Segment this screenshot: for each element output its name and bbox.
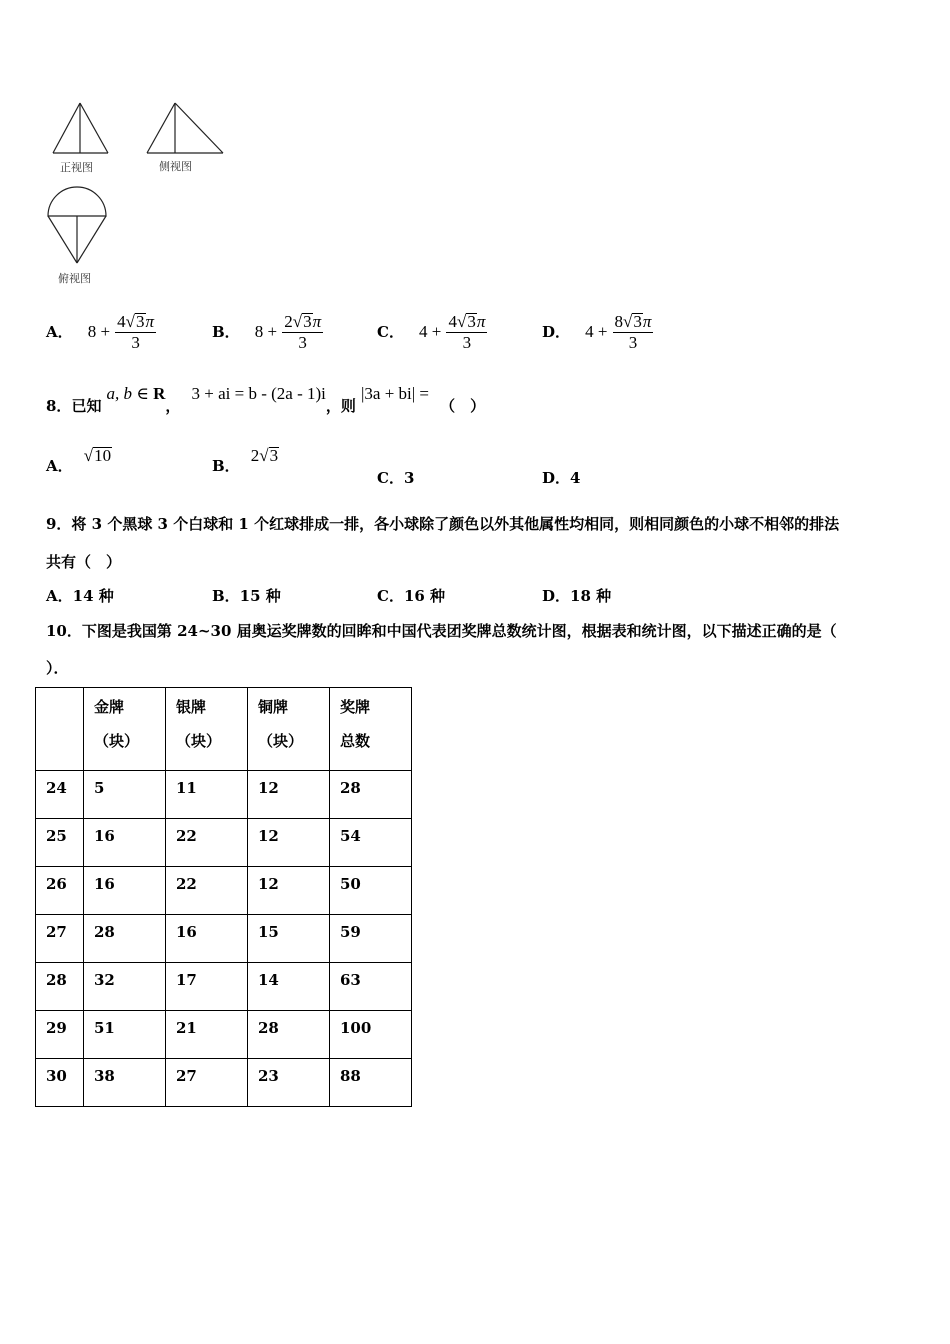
question-number: 8． <box>46 397 72 415</box>
table-row <box>36 963 412 1011</box>
option-label: A． <box>46 323 73 341</box>
front-view-drawing <box>53 103 108 153</box>
option-label: D． <box>542 323 571 341</box>
table-cell: 16 <box>84 819 166 867</box>
top-view-label: 俯视图 <box>58 272 91 285</box>
table-header-total: 奖牌 总数 <box>330 688 412 771</box>
table-cell: 17 <box>166 963 248 1011</box>
q8-comma: ， <box>165 397 181 415</box>
option-fraction: $\frac{8√3\pi}{3}$ <box>614 312 652 352</box>
option-whole: 4 + <box>585 322 608 341</box>
q7-option-c[interactable] <box>377 312 487 353</box>
side-view-label: 侧视图 <box>159 160 192 173</box>
option-label: B． <box>212 323 240 341</box>
option-whole: 8 + <box>87 322 111 341</box>
q8-option-c[interactable]: C．3 <box>377 469 415 487</box>
q8-lead: 已知 <box>71 397 102 415</box>
q8-equation: 3 + ai = b - (2a - 1)i <box>191 384 326 403</box>
medal-table <box>35 687 412 1107</box>
option-value: √10 <box>83 446 112 465</box>
option-whole: 4 + <box>419 322 442 341</box>
table-cell: 27 <box>166 1059 248 1107</box>
table-header-silver: 银牌 （块） <box>166 688 248 771</box>
table-cell: 51 <box>84 1011 166 1059</box>
table-cell: 54 <box>330 819 412 867</box>
option-fraction: $\frac{2√3\pi}{3}$ <box>284 312 322 352</box>
option-label: B． <box>212 457 240 475</box>
table-header-gold: 金牌 （块） <box>84 688 166 771</box>
q8-stem <box>46 384 486 416</box>
q7-option-b[interactable] <box>212 312 323 353</box>
table-row <box>36 819 412 867</box>
table-row <box>36 915 412 963</box>
option-fraction: $\frac{4√3\pi}{3}$ <box>448 312 486 352</box>
q9-option-a[interactable]: A．14 种 <box>46 587 114 605</box>
table-cell: 100 <box>330 1011 412 1059</box>
q7-option-a[interactable] <box>46 312 156 353</box>
table-cell: 63 <box>330 963 412 1011</box>
table-cell: 26 <box>36 867 84 915</box>
table-cell: 27 <box>36 915 84 963</box>
table-cell: 28 <box>330 771 412 819</box>
table-cell: 12 <box>248 867 330 915</box>
table-cell: 29 <box>36 1011 84 1059</box>
table-cell: 30 <box>36 1059 84 1107</box>
table-cell: 88 <box>330 1059 412 1107</box>
option-fraction: $\frac{4√3\pi}{3}$ <box>117 312 155 352</box>
table-row <box>36 867 412 915</box>
table-cell: 23 <box>248 1059 330 1107</box>
table-row <box>36 1059 412 1107</box>
q9-stem-line1: 9．将 3 个黑球 3 个白球和 1 个红球排成一排，各小球除了颜色以外其他属性均相同，则相同颜色的小球不相邻的排法 <box>46 515 840 533</box>
option-label: A． <box>46 457 73 475</box>
table-cell: 12 <box>248 771 330 819</box>
q8-then: ，则 <box>325 397 356 415</box>
q9-stem-line2: 共有（ ） <box>46 553 122 571</box>
q8-option-b[interactable] <box>212 446 279 476</box>
q8-target: |3a + bi| = <box>361 384 429 403</box>
table-cell: 16 <box>166 915 248 963</box>
side-view-drawing <box>147 103 223 153</box>
table-cell: 28 <box>36 963 84 1011</box>
option-label: C． <box>377 323 404 341</box>
table-cell: 15 <box>248 915 330 963</box>
q9-option-d[interactable]: D．18 种 <box>542 587 612 605</box>
q9-option-b[interactable]: B．15 种 <box>212 587 281 605</box>
table-header-row <box>36 688 412 771</box>
table-cell: 32 <box>84 963 166 1011</box>
table-cell: 28 <box>84 915 166 963</box>
table-cell: 11 <box>166 771 248 819</box>
top-view-drawing <box>48 187 106 263</box>
q8-option-a[interactable] <box>46 446 112 476</box>
table-cell: 16 <box>84 867 166 915</box>
q7-option-d[interactable] <box>542 312 653 353</box>
table-header-bronze: 铜牌 （块） <box>248 688 330 771</box>
table-cell: 38 <box>84 1059 166 1107</box>
table-cell: 28 <box>248 1011 330 1059</box>
q10-stem-line1: 10．下图是我国第 24~30 届奥运奖牌数的回眸和中国代表团奖牌总数统计图，根据表和统计图，以下描述正确的是（ <box>46 622 837 640</box>
q8-option-d[interactable]: D．4 <box>542 469 581 487</box>
table-cell: 24 <box>36 771 84 819</box>
table-cell: 14 <box>248 963 330 1011</box>
table-row <box>36 1011 412 1059</box>
table-cell: 21 <box>166 1011 248 1059</box>
q9-option-c[interactable]: C．16 种 <box>377 587 446 605</box>
three-view-figure <box>45 98 235 290</box>
front-view-label: 正视图 <box>60 161 93 174</box>
table-cell: 59 <box>330 915 412 963</box>
table-cell: 5 <box>84 771 166 819</box>
table-cell: 22 <box>166 819 248 867</box>
table-cell: 12 <box>248 819 330 867</box>
q10-stem-line2: ）． <box>46 659 69 677</box>
table-cell: 22 <box>166 867 248 915</box>
table-row <box>36 771 412 819</box>
q8-condition: a, b ∈ R <box>106 384 166 403</box>
table-header-cell-empty <box>36 688 84 771</box>
option-value: 2√3 <box>250 446 279 465</box>
table-cell: 25 <box>36 819 84 867</box>
answer-paren: （ ） <box>440 397 486 415</box>
table-cell: 50 <box>330 867 412 915</box>
option-whole: 8 + <box>254 322 278 341</box>
